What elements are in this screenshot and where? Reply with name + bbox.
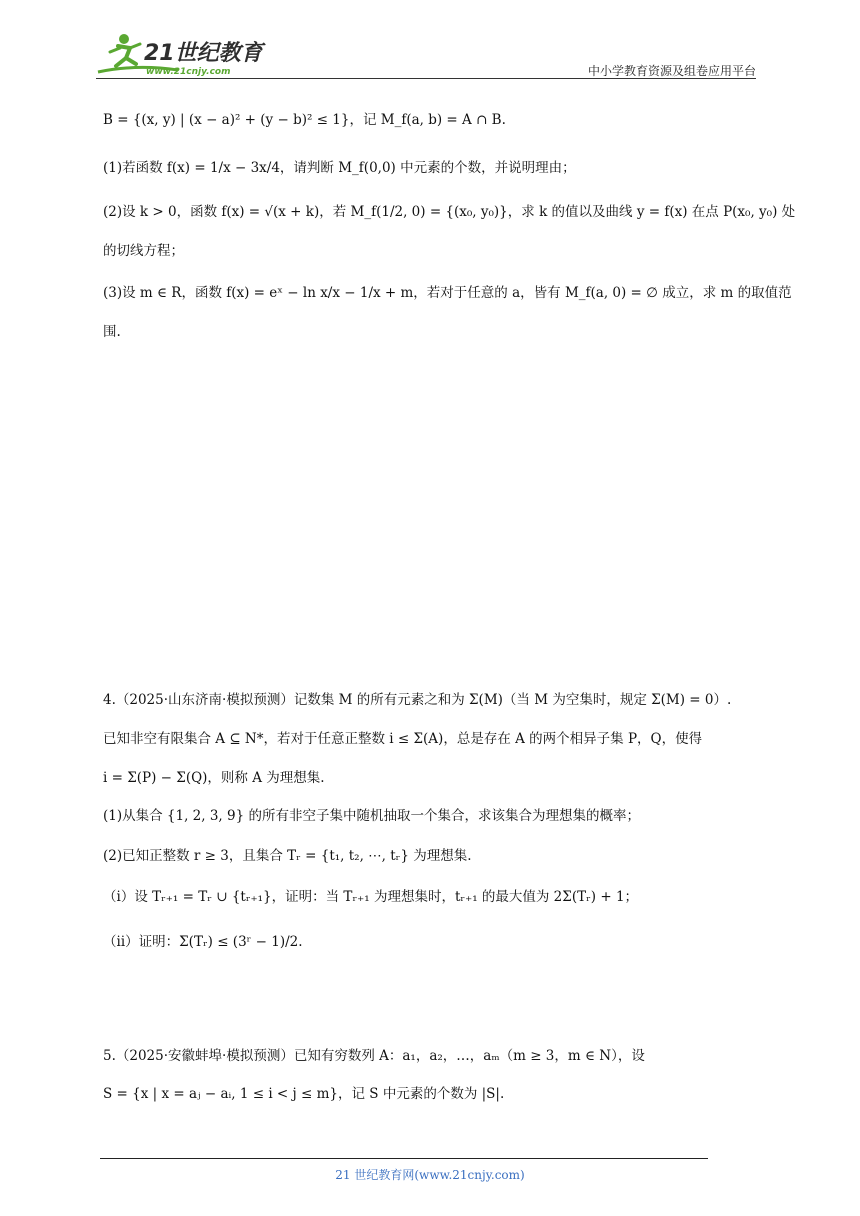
text-line: (1)若函数 f(x) = 1/x − 3x/4，请判断 M_f(0,0) 中元素的个数，并说明理由； bbox=[103, 160, 576, 176]
text-line: 的切线方程； bbox=[103, 243, 184, 259]
text-line: （ⅱ）证明：Σ(Tᵣ) ≤ (3ʳ − 1)/2. bbox=[103, 934, 303, 950]
text-line: (3)设 m ∈ R，函数 f(x) = eˣ − ln x/x − 1/x + m，若对于任意的 a，皆有 M_f(a, 0) = ∅ 成立，求 m 的取值范 bbox=[103, 285, 792, 301]
text-line: (2)设 k > 0，函数 f(x) = √(x + k)，若 M_f(1/2, 0) = {(x₀, y₀)}，求 k 的值以及曲线 y = f(x) 在点 P(x₀, y₀) 处 bbox=[103, 204, 796, 220]
page-header bbox=[96, 30, 756, 80]
text-line: i = Σ(P) − Σ(Q)，则称 A 为理想集. bbox=[103, 770, 325, 786]
footer-text: 21 世纪教育网(www.21cnjy.com) bbox=[335, 1168, 525, 1182]
text-line: （ⅰ）设 Tᵣ₊₁ = Tᵣ ∪ {tᵣ₊₁}，证明：当 Tᵣ₊₁ 为理想集时，tᵣ₊₁ 的最大值为 2Σ(Tᵣ) + 1； bbox=[103, 889, 639, 905]
text-line: (1)从集合 {1, 2, 3, 9} 的所有非空子集中随机抽取一个集合，求该集合为理想集的概率； bbox=[103, 808, 640, 824]
text-line: B = {(x, y) | (x − a)² + (y − b)² ≤ 1}，记 M_f(a, b) = A ∩ B. bbox=[103, 112, 506, 128]
platform-name: 中小学教育资源及组卷应用平台 bbox=[587, 64, 756, 78]
header-divider bbox=[96, 78, 756, 79]
svg-text:21世纪教育: 21世纪教育 bbox=[144, 41, 263, 66]
text-line: (2)已知正整数 r ≥ 3，且集合 Tᵣ = {t₁, t₂, ⋯, tᵣ} 为理想集. bbox=[103, 848, 472, 864]
runner-logo-icon bbox=[96, 30, 266, 78]
svg-text:www.21cnjy.com: www.21cnjy.com bbox=[146, 67, 231, 77]
text-line: 4.（2025·山东济南·模拟预测）记数集 M 的所有元素之和为 Σ(M)（当 M 为空集时，规定 Σ(M) = 0）. bbox=[103, 692, 732, 708]
text-line: S = {x | x = aⱼ − aᵢ, 1 ≤ i < j ≤ m}，记 S 中元素的个数为 |S|. bbox=[103, 1086, 505, 1102]
logo bbox=[96, 30, 266, 78]
footer-divider bbox=[100, 1158, 708, 1159]
text-line: 已知非空有限集合 A ⊆ N*，若对于任意正整数 i ≤ Σ(A)，总是存在 A 的两个相异子集 P，Q，使得 bbox=[103, 731, 703, 747]
text-line: 5.（2025·安徽蚌埠·模拟预测）已知有穷数列 A：a₁，a₂，…，aₘ（m ≥ 3，m ∈ N），设 bbox=[103, 1048, 645, 1064]
text-line: 围. bbox=[103, 324, 121, 340]
